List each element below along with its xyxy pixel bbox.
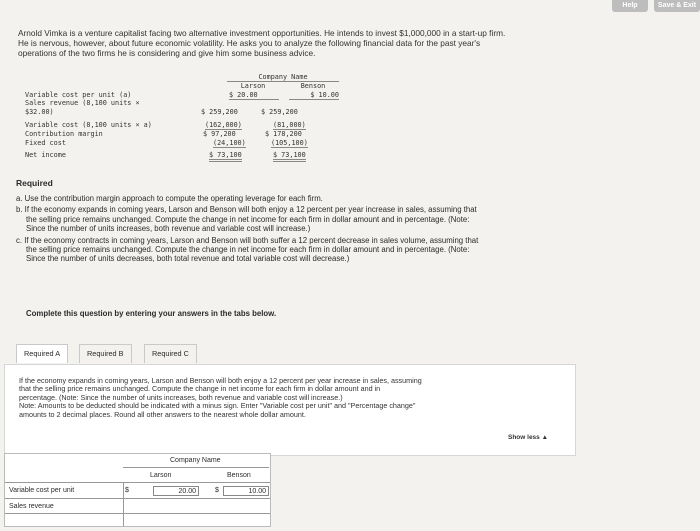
- save-exit-button[interactable]: Save & Exit: [654, 0, 700, 12]
- instruction-line: percentage. (Note: Since the number of units increases, both revenue and variable cost will increase.): [19, 392, 343, 402]
- row-divider: [5, 498, 270, 499]
- requirement-c-line2: the selling price remains unchanged. Compute the change in net income for each firm in dollar amount and in percentage. (Note:: [26, 245, 470, 255]
- top-bar: [0, 0, 700, 14]
- larson-variable-cost-input[interactable]: 20.00: [153, 486, 199, 496]
- problem-intro: [18, 28, 628, 58]
- answer-table: [4, 453, 271, 527]
- dollar-sign: $: [125, 487, 129, 494]
- instruction-line: If the economy expands in coming years, Larson and Benson will both enjoy a 12 percent per year increase in sales, assuming: [19, 376, 422, 385]
- column-divider: [123, 482, 124, 526]
- row-label-sales-revenue: Sales revenue: [9, 503, 54, 510]
- intro-line-2: He is nervous, however, about future economic volatility. He asks you to analyze the following financial data for the past year's: [18, 38, 481, 48]
- intro-line-1: Arnold Vimka is a venture capitalist facing two alternative investment opportunities. He intends to invest $1,000,000 in a start-up firm.: [18, 28, 506, 38]
- requirement-b-line1: b. If the economy expands in coming years, Larson and Benson will both enjoy a 12 percent per year increase in sales, assuming that: [16, 205, 477, 215]
- row-divider: [5, 482, 270, 483]
- required-heading: Required: [16, 178, 53, 188]
- tab-required-c[interactable]: Required C: [144, 344, 197, 363]
- company-name-header: Company Name: [258, 73, 308, 81]
- answer-col-benson: Benson: [227, 472, 251, 479]
- show-less-button[interactable]: Show less ▲: [508, 434, 549, 441]
- complete-instruction: Complete this question by entering your answers in the tabs below.: [26, 309, 277, 318]
- requirement-c-line3: Since the number of units decreases, both total revenue and total variable cost will decrease.): [26, 254, 350, 264]
- col-header-larson: Larson: [240, 82, 266, 90]
- tab-instructions: [19, 377, 569, 419]
- answer-col-larson: Larson: [150, 472, 172, 479]
- instruction-line: amounts to 2 decimal places. Round all other answers to the nearest whole dollar amount.: [19, 409, 306, 419]
- instruction-line: that the selling price remains unchanged. Compute the change in net income for each firm in dollar amount and in: [19, 384, 381, 394]
- intro-line-3: operations of the two firms he is considering and give him some business advice.: [18, 48, 316, 58]
- instruction-line: Note: Amounts to be deducted should be indicated with a minus sign. Enter "Variable cost per unit" and "Percentage change": [19, 401, 416, 411]
- help-button[interactable]: Help: [612, 0, 648, 12]
- requirement-c-line1: c. If the economy contracts in coming years, Larson and Benson will both suffer a 12 percent decrease in sales volume, assuming that: [16, 235, 479, 245]
- benson-variable-cost-input[interactable]: 10.00: [223, 486, 269, 496]
- requirement-b-line2: the selling price remains unchanged. Compute the change in net income for each firm in dollar amount and in percentage. (Note:: [26, 214, 470, 224]
- row-divider: [5, 513, 270, 514]
- tab-required-a[interactable]: Required A: [16, 344, 68, 363]
- row-label-variable-cost: Variable cost per unit: [9, 487, 75, 494]
- tab-required-b[interactable]: Required B: [79, 344, 132, 363]
- dollar-sign: $: [215, 487, 219, 494]
- col-header-benson: Benson: [300, 82, 326, 90]
- requirement-b-line3: Since the number of units increases, both revenue and variable cost will increase.): [26, 224, 311, 234]
- requirements-list: [16, 194, 626, 264]
- answer-company-header: Company Name: [170, 457, 221, 464]
- header-divider: [123, 467, 269, 468]
- requirement-a: a. Use the contribution margin approach to compute the operating leverage for each firm.: [16, 194, 323, 203]
